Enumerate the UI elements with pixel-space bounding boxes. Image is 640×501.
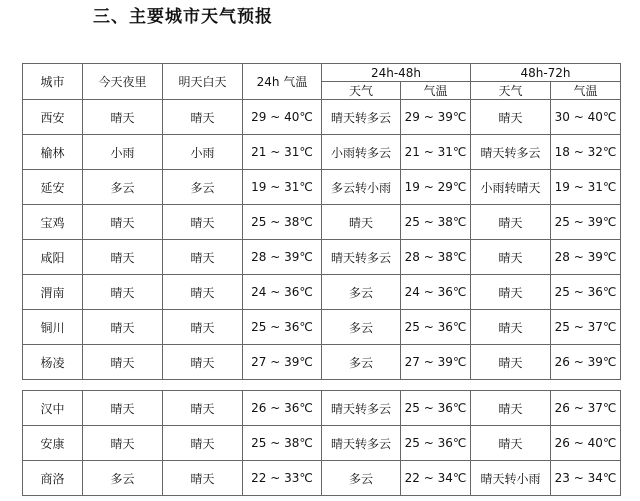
weather-48h-cell: 晴天转多云 [322, 240, 401, 275]
weather-forecast-table [22, 63, 621, 496]
tonight-cell: 晴天 [83, 310, 163, 345]
weather-48h-cell: 多云 [322, 461, 401, 496]
weather-72h-cell: 晴天 [471, 391, 551, 426]
header-weather-72: 天气 [471, 82, 551, 100]
city-cell: 杨凌 [23, 345, 83, 380]
header-weather-48: 天气 [322, 82, 401, 100]
header-period-48-72: 48h-72h [471, 64, 621, 82]
table-row [23, 345, 621, 380]
temp-72h-cell: 26 ~ 37℃ [551, 391, 621, 426]
temp-48h-cell: 28 ~ 38℃ [401, 240, 471, 275]
city-cell: 汉中 [23, 391, 83, 426]
city-cell: 安康 [23, 426, 83, 461]
temp-72h-cell: 18 ~ 32℃ [551, 135, 621, 170]
table-row [23, 170, 621, 205]
weather-48h-cell: 多云 [322, 310, 401, 345]
gap-cell [23, 380, 621, 391]
temp-72h-cell: 25 ~ 36℃ [551, 275, 621, 310]
header-row-top [23, 64, 621, 82]
table-group-gap [23, 380, 621, 391]
temp-24h-cell: 21 ~ 31℃ [243, 135, 322, 170]
weather-48h-cell: 多云 [322, 345, 401, 380]
city-cell: 渭南 [23, 275, 83, 310]
temp-48h-cell: 25 ~ 36℃ [401, 310, 471, 345]
temp-24h-cell: 25 ~ 36℃ [243, 310, 322, 345]
tonight-cell: 小雨 [83, 135, 163, 170]
city-cell: 西安 [23, 100, 83, 135]
temp-48h-cell: 25 ~ 36℃ [401, 391, 471, 426]
table-row [23, 426, 621, 461]
weather-72h-cell: 小雨转晴天 [471, 170, 551, 205]
header-city: 城市 [23, 64, 83, 100]
city-cell: 宝鸡 [23, 205, 83, 240]
tonight-cell: 晴天 [83, 240, 163, 275]
temp-72h-cell: 25 ~ 37℃ [551, 310, 621, 345]
temp-48h-cell: 21 ~ 31℃ [401, 135, 471, 170]
tomorrow-day-cell: 晴天 [163, 310, 243, 345]
temp-48h-cell: 22 ~ 34℃ [401, 461, 471, 496]
temp-48h-cell: 19 ~ 29℃ [401, 170, 471, 205]
temp-24h-cell: 19 ~ 31℃ [243, 170, 322, 205]
table-row [23, 391, 621, 426]
temp-72h-cell: 23 ~ 34℃ [551, 461, 621, 496]
weather-72h-cell: 晴天 [471, 275, 551, 310]
temp-48h-cell: 29 ~ 39℃ [401, 100, 471, 135]
temp-24h-cell: 26 ~ 36℃ [243, 391, 322, 426]
tonight-cell: 晴天 [83, 205, 163, 240]
temp-72h-cell: 19 ~ 31℃ [551, 170, 621, 205]
weather-48h-cell: 小雨转多云 [322, 135, 401, 170]
tomorrow-day-cell: 晴天 [163, 426, 243, 461]
temp-24h-cell: 25 ~ 38℃ [243, 426, 322, 461]
temp-48h-cell: 25 ~ 36℃ [401, 426, 471, 461]
tonight-cell: 晴天 [83, 391, 163, 426]
temp-72h-cell: 25 ~ 39℃ [551, 205, 621, 240]
weather-72h-cell: 晴天 [471, 345, 551, 380]
temp-24h-cell: 24 ~ 36℃ [243, 275, 322, 310]
temp-24h-cell: 22 ~ 33℃ [243, 461, 322, 496]
tomorrow-day-cell: 晴天 [163, 100, 243, 135]
temp-72h-cell: 26 ~ 39℃ [551, 345, 621, 380]
header-tonight: 今天夜里 [83, 64, 163, 100]
tomorrow-day-cell: 晴天 [163, 275, 243, 310]
city-cell: 延安 [23, 170, 83, 205]
tomorrow-day-cell: 小雨 [163, 135, 243, 170]
temp-48h-cell: 27 ~ 39℃ [401, 345, 471, 380]
tonight-cell: 晴天 [83, 275, 163, 310]
header-temp-48: 气温 [401, 82, 471, 100]
table-row [23, 310, 621, 345]
weather-48h-cell: 晴天转多云 [322, 391, 401, 426]
temp-24h-cell: 29 ~ 40℃ [243, 100, 322, 135]
section-title: 三、主要城市天气预报 [93, 7, 273, 27]
tonight-cell: 晴天 [83, 426, 163, 461]
temp-72h-cell: 30 ~ 40℃ [551, 100, 621, 135]
weather-72h-cell: 晴天 [471, 205, 551, 240]
temp-48h-cell: 25 ~ 38℃ [401, 205, 471, 240]
table-row [23, 461, 621, 496]
weather-48h-cell: 多云转小雨 [322, 170, 401, 205]
city-cell: 铜川 [23, 310, 83, 345]
tomorrow-day-cell: 晴天 [163, 240, 243, 275]
table-row [23, 135, 621, 170]
header-temp-72: 气温 [551, 82, 621, 100]
weather-48h-cell: 晴天转多云 [322, 426, 401, 461]
temp-24h-cell: 25 ~ 38℃ [243, 205, 322, 240]
weather-48h-cell: 多云 [322, 275, 401, 310]
temp-48h-cell: 24 ~ 36℃ [401, 275, 471, 310]
table-row [23, 240, 621, 275]
tonight-cell: 多云 [83, 170, 163, 205]
tonight-cell: 晴天 [83, 100, 163, 135]
weather-72h-cell: 晴天转多云 [471, 135, 551, 170]
weather-72h-cell: 晴天 [471, 310, 551, 345]
temp-24h-cell: 28 ~ 39℃ [243, 240, 322, 275]
tomorrow-day-cell: 多云 [163, 170, 243, 205]
tonight-cell: 晴天 [83, 345, 163, 380]
city-cell: 榆林 [23, 135, 83, 170]
city-cell: 咸阳 [23, 240, 83, 275]
table-row [23, 100, 621, 135]
weather-72h-cell: 晴天 [471, 100, 551, 135]
tomorrow-day-cell: 晴天 [163, 391, 243, 426]
table-row [23, 205, 621, 240]
temp-72h-cell: 26 ~ 40℃ [551, 426, 621, 461]
header-temp-24h: 24h 气温 [243, 64, 322, 100]
weather-72h-cell: 晴天 [471, 426, 551, 461]
weather-48h-cell: 晴天 [322, 205, 401, 240]
tomorrow-day-cell: 晴天 [163, 461, 243, 496]
tonight-cell: 多云 [83, 461, 163, 496]
city-cell: 商洛 [23, 461, 83, 496]
header-tomorrow-day: 明天白天 [163, 64, 243, 100]
weather-72h-cell: 晴天 [471, 240, 551, 275]
header-period-24-48: 24h-48h [322, 64, 471, 82]
table-row [23, 275, 621, 310]
temp-24h-cell: 27 ~ 39℃ [243, 345, 322, 380]
tomorrow-day-cell: 晴天 [163, 345, 243, 380]
weather-48h-cell: 晴天转多云 [322, 100, 401, 135]
tomorrow-day-cell: 晴天 [163, 205, 243, 240]
weather-72h-cell: 晴天转小雨 [471, 461, 551, 496]
temp-72h-cell: 28 ~ 39℃ [551, 240, 621, 275]
